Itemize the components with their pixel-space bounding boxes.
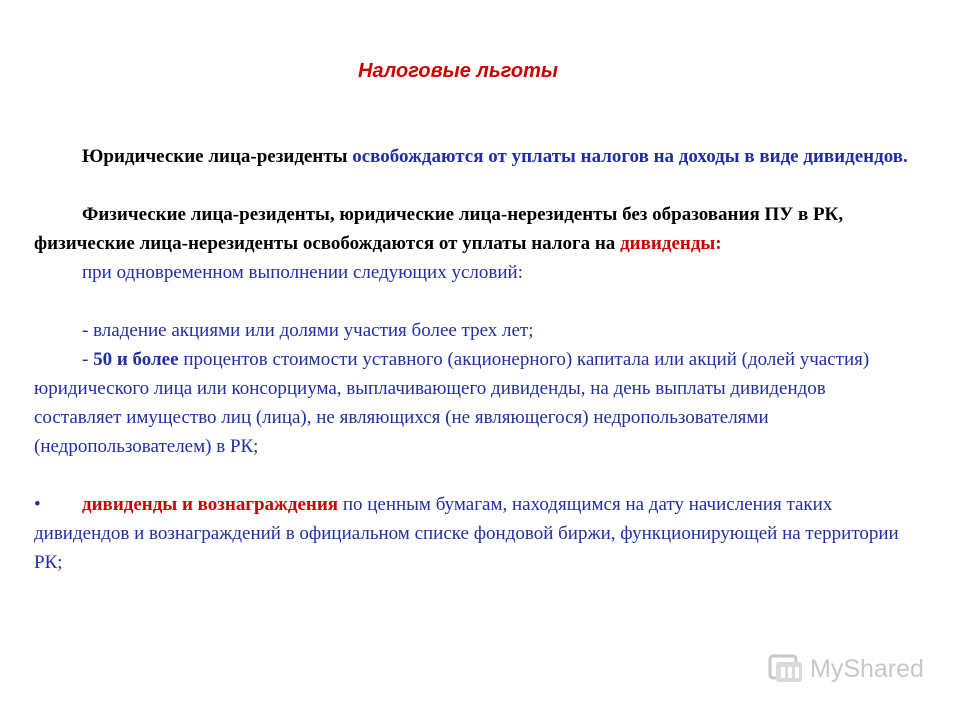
condition-two-percent: 50 и более xyxy=(93,349,179,370)
document-body xyxy=(34,142,914,577)
paragraph-legal-entities xyxy=(34,142,914,171)
exemption-highlight: освобождаются от уплаты налогов на доходы в виде дивидендов. xyxy=(352,146,908,167)
bullet-item xyxy=(34,490,914,577)
watermark-logo-icon xyxy=(768,652,806,686)
condition-two-dash: - xyxy=(82,349,94,370)
bullet-highlight: дивиденды и вознаграждения xyxy=(82,494,339,515)
condition-one xyxy=(34,316,914,345)
bullet-marker: • xyxy=(34,494,41,515)
legal-entities-text: Юридические лица-резиденты xyxy=(82,146,353,167)
condition-intro: при одновременном выполнении следующих условий: xyxy=(82,262,523,283)
condition-two-text: процентов стоимости уставного (акционерного) капитала или акций (долей участия) юридического лица или консорциума, выплачивающего дивиденды, на день выплаты дивидендов составляет имущество лиц (лица), не являющихся (не являющегося) недропользователями (недропользователем) в РК; xyxy=(34,349,870,457)
condition-one-text: - владение акциями или долями участия более трех лет; xyxy=(82,320,534,341)
condition-two xyxy=(34,345,914,461)
paragraph-individuals xyxy=(34,200,914,258)
bullet-text: по ценным бумагам, находящимся на дату начисления таких дивидендов и вознаграждений в официальном списке фондовой биржи, функционирующей на территории РК; xyxy=(34,494,899,573)
page-title: Налоговые льготы xyxy=(357,60,558,82)
watermark-text: MyShared xyxy=(810,654,924,683)
individuals-text: Физические лица-резиденты, юридические лица-нерезиденты без образования ПУ в РК, физические лица-нерезиденты освобождаются от уплаты налога на xyxy=(34,204,844,254)
watermark xyxy=(768,652,924,686)
dividends-highlight: дивиденды: xyxy=(620,233,722,254)
